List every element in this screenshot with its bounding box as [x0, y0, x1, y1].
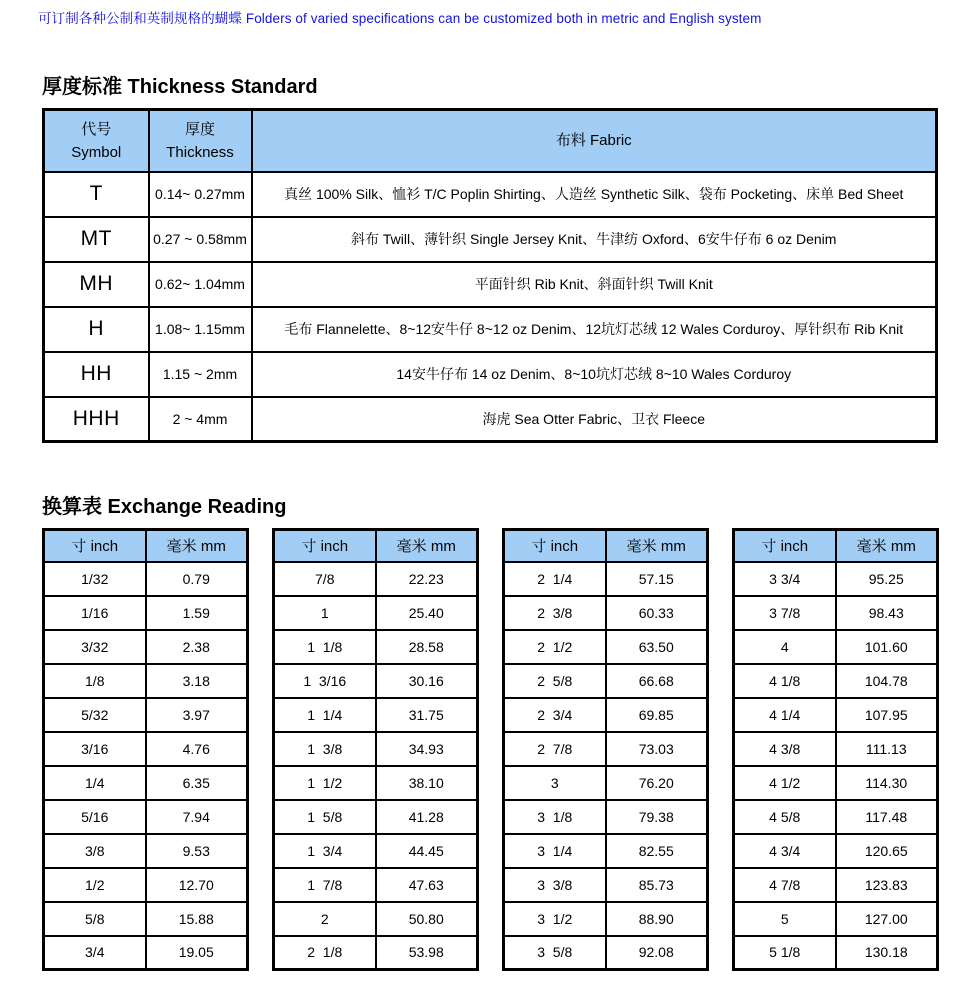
exchange-table-3-body: [504, 562, 708, 970]
inch-cell: 1 3/16: [274, 664, 376, 698]
inch-cell: 3 3/4: [734, 562, 836, 596]
table-row: [274, 902, 478, 936]
table-row: [274, 800, 478, 834]
table-row: [504, 902, 708, 936]
mm-cell: 114.30: [836, 766, 938, 800]
table-row: [44, 902, 248, 936]
mm-cell: 28.58: [376, 630, 478, 664]
table-row: [44, 630, 248, 664]
fabric-cell: 海虎 Sea Otter Fabric、卫衣 Fleece: [252, 397, 937, 442]
table-row: [44, 664, 248, 698]
table-row: [734, 732, 938, 766]
inch-cell: 4 1/2: [734, 766, 836, 800]
inch-cell: 1/32: [44, 562, 146, 596]
thickness-header-en: Thickness: [166, 143, 234, 161]
inch-cell: 3/4: [44, 936, 146, 970]
mm-cell: 50.80: [376, 902, 478, 936]
inch-cell: 1/2: [44, 868, 146, 902]
inch-cell: 3 1/2: [504, 902, 606, 936]
thickness-section-title: 厚度标准 Thickness Standard: [42, 76, 318, 98]
exchange-table-4-body: [734, 562, 938, 970]
table-row: [274, 596, 478, 630]
table-row: [734, 562, 938, 596]
table-row: [504, 800, 708, 834]
mm-cell: 41.28: [376, 800, 478, 834]
inch-cell: 1 1/2: [274, 766, 376, 800]
inch-cell: 2 1/8: [274, 936, 376, 970]
fabric-cell: 毛布 Flannelette、8~12安牛仔 8~12 oz Denim、12坑灯芯绒 12 Wales Corduroy、厚针织布 Rib Knit: [252, 307, 937, 352]
mm-cell: 9.53: [146, 834, 248, 868]
mm-cell: 44.45: [376, 834, 478, 868]
mm-cell: 120.65: [836, 834, 938, 868]
mm-cell: 1.59: [146, 596, 248, 630]
inch-cell: 2 3/8: [504, 596, 606, 630]
inch-cell: 4 1/8: [734, 664, 836, 698]
thickness-cell: 1.08~ 1.15mm: [149, 307, 252, 352]
thickness-column-header: [149, 110, 252, 172]
inch-cell: 1 3/4: [274, 834, 376, 868]
exchange-tables-row: [42, 528, 980, 971]
mm-cell: 3.97: [146, 698, 248, 732]
fabric-cell: 14安牛仔布 14 oz Denim、8~10坑灯芯绒 8~10 Wales Corduroy: [252, 352, 937, 397]
exchange-table-1: [42, 528, 249, 971]
inch-cell: 1: [274, 596, 376, 630]
mm-cell: 22.23: [376, 562, 478, 596]
symbol-header-cn: 代号: [81, 120, 112, 138]
fabric-cell: 斜布 Twill、薄针织 Single Jersey Knit、牛津纺 Oxford、6安牛仔布 6 oz Denim: [252, 217, 937, 262]
table-row: [44, 868, 248, 902]
exchange-header-row: [734, 530, 938, 562]
inch-cell: 4 3/4: [734, 834, 836, 868]
symbol-cell: HH: [44, 352, 149, 397]
inch-cell: 5/16: [44, 800, 146, 834]
table-row: [44, 352, 937, 397]
table-row: [274, 834, 478, 868]
inch-cell: 3 3/8: [504, 868, 606, 902]
thickness-cell: 0.27 ~ 0.58mm: [149, 217, 252, 262]
thickness-header-row: [44, 110, 937, 172]
mm-cell: 85.73: [606, 868, 708, 902]
mm-cell: 53.98: [376, 936, 478, 970]
mm-cell: 12.70: [146, 868, 248, 902]
thickness-cell: 0.14~ 0.27mm: [149, 172, 252, 217]
mm-cell: 98.43: [836, 596, 938, 630]
symbol-cell: MH: [44, 262, 149, 307]
inch-cell: 5/32: [44, 698, 146, 732]
symbol-cell: H: [44, 307, 149, 352]
inch-cell: 1 5/8: [274, 800, 376, 834]
exchange-table-1-body: [44, 562, 248, 970]
inch-cell: 1 7/8: [274, 868, 376, 902]
mm-cell: 0.79: [146, 562, 248, 596]
symbol-column-header: [44, 110, 149, 172]
mm-cell: 73.03: [606, 732, 708, 766]
inch-cell: 4 5/8: [734, 800, 836, 834]
exchange-table-3: [502, 528, 709, 971]
table-row: [734, 698, 938, 732]
mm-cell: 60.33: [606, 596, 708, 630]
mm-column-header: 毫米 mm: [606, 530, 708, 562]
mm-cell: 7.94: [146, 800, 248, 834]
symbol-cell: T: [44, 172, 149, 217]
mm-cell: 69.85: [606, 698, 708, 732]
exchange-table-2: [272, 528, 479, 971]
table-row: [504, 596, 708, 630]
table-row: [734, 766, 938, 800]
top-note: 可订制各种公制和英制规格的蝴蝶 Folders of varied specifications can be customized both in metric and English system: [38, 11, 762, 26]
table-row: [44, 262, 937, 307]
table-row: [44, 698, 248, 732]
table-row: [504, 630, 708, 664]
mm-cell: 95.25: [836, 562, 938, 596]
mm-cell: 117.48: [836, 800, 938, 834]
mm-cell: 130.18: [836, 936, 938, 970]
inch-cell: 5/8: [44, 902, 146, 936]
table-row: [44, 834, 248, 868]
fabric-cell: 真丝 100% Silk、恤衫 T/C Poplin Shirting、人造丝 Synthetic Silk、袋布 Pocketing、床单 Bed Sheet: [252, 172, 937, 217]
inch-cell: 4 3/8: [734, 732, 836, 766]
thickness-standard-table: [42, 108, 938, 443]
mm-cell: 6.35: [146, 766, 248, 800]
table-row: [274, 698, 478, 732]
table-row: [44, 596, 248, 630]
thickness-header-cn: 厚度: [184, 120, 215, 138]
inch-cell: 7/8: [274, 562, 376, 596]
thickness-table-body: [44, 172, 937, 442]
table-row: [44, 397, 937, 442]
exchange-header-row: [44, 530, 248, 562]
exchange-section-title: 换算表 Exchange Reading: [42, 496, 287, 518]
table-row: [504, 698, 708, 732]
mm-cell: 111.13: [836, 732, 938, 766]
inch-cell: 3/32: [44, 630, 146, 664]
table-row: [44, 800, 248, 834]
table-row: [504, 834, 708, 868]
table-row: [504, 664, 708, 698]
mm-cell: 66.68: [606, 664, 708, 698]
exchange-table-4: [732, 528, 939, 971]
table-row: [504, 766, 708, 800]
fabric-column-header: 布料 Fabric: [252, 110, 937, 172]
mm-cell: 19.05: [146, 936, 248, 970]
mm-cell: 63.50: [606, 630, 708, 664]
table-row: [274, 766, 478, 800]
inch-column-header: 寸 inch: [274, 530, 376, 562]
inch-cell: 4: [734, 630, 836, 664]
inch-cell: 3/16: [44, 732, 146, 766]
mm-cell: 82.55: [606, 834, 708, 868]
inch-cell: 5 1/8: [734, 936, 836, 970]
mm-cell: 79.38: [606, 800, 708, 834]
table-row: [504, 562, 708, 596]
exchange-header-row: [504, 530, 708, 562]
exchange-header-row: [274, 530, 478, 562]
mm-cell: 4.76: [146, 732, 248, 766]
mm-cell: 101.60: [836, 630, 938, 664]
inch-cell: 2 1/4: [504, 562, 606, 596]
table-row: [274, 562, 478, 596]
inch-cell: 4 7/8: [734, 868, 836, 902]
symbol-cell: MT: [44, 217, 149, 262]
table-row: [734, 868, 938, 902]
mm-cell: 15.88: [146, 902, 248, 936]
table-row: [44, 766, 248, 800]
mm-cell: 34.93: [376, 732, 478, 766]
inch-cell: 3 5/8: [504, 936, 606, 970]
inch-cell: 1/8: [44, 664, 146, 698]
mm-cell: 88.90: [606, 902, 708, 936]
mm-column-header: 毫米 mm: [836, 530, 938, 562]
inch-cell: 3 7/8: [734, 596, 836, 630]
inch-cell: 4 1/4: [734, 698, 836, 732]
symbol-cell: HHH: [44, 397, 149, 442]
thickness-cell: 0.62~ 1.04mm: [149, 262, 252, 307]
mm-cell: 3.18: [146, 664, 248, 698]
table-row: [734, 902, 938, 936]
symbol-header-en: Symbol: [71, 143, 122, 161]
inch-cell: 2 7/8: [504, 732, 606, 766]
table-row: [734, 834, 938, 868]
table-row: [734, 596, 938, 630]
mm-cell: 107.95: [836, 698, 938, 732]
table-row: [504, 732, 708, 766]
table-row: [44, 307, 937, 352]
table-row: [44, 217, 937, 262]
inch-cell: 1/16: [44, 596, 146, 630]
inch-cell: 3/8: [44, 834, 146, 868]
table-row: [734, 800, 938, 834]
exchange-table-2-body: [274, 562, 478, 970]
mm-cell: 76.20: [606, 766, 708, 800]
inch-cell: 1 1/4: [274, 698, 376, 732]
inch-cell: 1 3/8: [274, 732, 376, 766]
mm-cell: 92.08: [606, 936, 708, 970]
table-row: [274, 868, 478, 902]
inch-column-header: 寸 inch: [44, 530, 146, 562]
mm-cell: 30.16: [376, 664, 478, 698]
table-row: [504, 868, 708, 902]
thickness-cell: 2 ~ 4mm: [149, 397, 252, 442]
inch-cell: 3: [504, 766, 606, 800]
mm-cell: 31.75: [376, 698, 478, 732]
inch-column-header: 寸 inch: [504, 530, 606, 562]
table-row: [44, 732, 248, 766]
inch-cell: 1/4: [44, 766, 146, 800]
inch-cell: 1 1/8: [274, 630, 376, 664]
mm-cell: 127.00: [836, 902, 938, 936]
table-row: [734, 664, 938, 698]
table-row: [274, 630, 478, 664]
inch-cell: 3 1/8: [504, 800, 606, 834]
mm-cell: 104.78: [836, 664, 938, 698]
mm-cell: 47.63: [376, 868, 478, 902]
inch-cell: 5: [734, 902, 836, 936]
mm-cell: 2.38: [146, 630, 248, 664]
table-row: [44, 172, 937, 217]
inch-column-header: 寸 inch: [734, 530, 836, 562]
mm-cell: 123.83: [836, 868, 938, 902]
table-row: [274, 664, 478, 698]
thickness-cell: 1.15 ~ 2mm: [149, 352, 252, 397]
inch-cell: 2 1/2: [504, 630, 606, 664]
mm-cell: 25.40: [376, 596, 478, 630]
mm-cell: 38.10: [376, 766, 478, 800]
mm-column-header: 毫米 mm: [146, 530, 248, 562]
mm-cell: 57.15: [606, 562, 708, 596]
inch-cell: 2: [274, 902, 376, 936]
inch-cell: 2 5/8: [504, 664, 606, 698]
inch-cell: 3 1/4: [504, 834, 606, 868]
table-row: [734, 630, 938, 664]
table-row: [274, 732, 478, 766]
fabric-cell: 平面针织 Rib Knit、斜面针织 Twill Knit: [252, 262, 937, 307]
table-row: [44, 562, 248, 596]
mm-column-header: 毫米 mm: [376, 530, 478, 562]
inch-cell: 2 3/4: [504, 698, 606, 732]
